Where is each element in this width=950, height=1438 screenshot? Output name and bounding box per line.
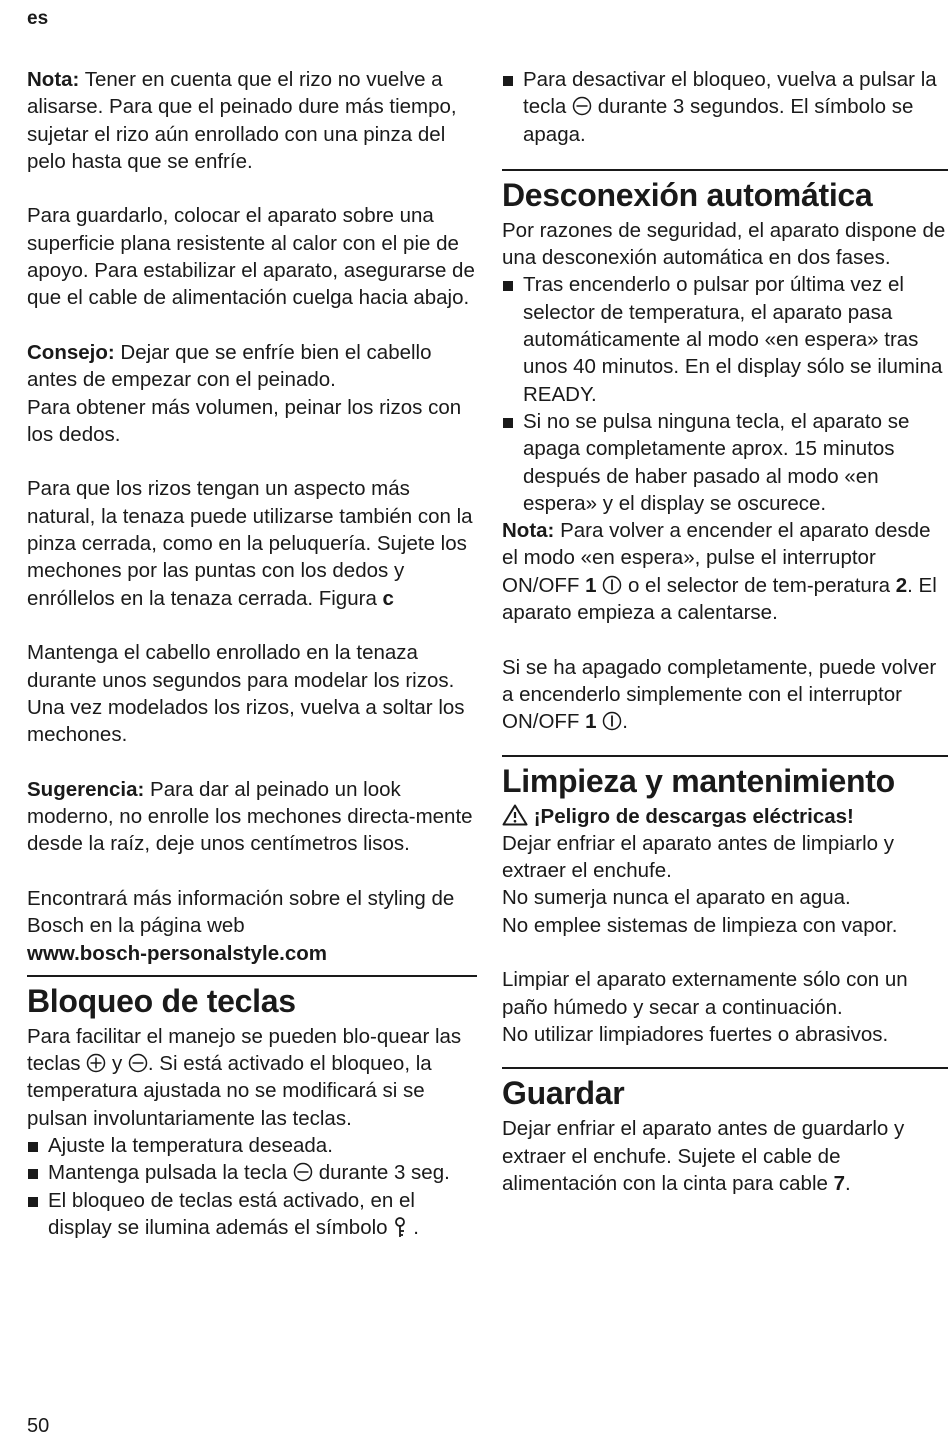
danger-warning: ¡Peligro de descargas eléctricas! bbox=[502, 803, 948, 830]
unlock-steps bbox=[502, 66, 948, 148]
key-lock-steps bbox=[27, 1132, 477, 1241]
power-icon bbox=[602, 575, 622, 595]
warning-triangle-icon bbox=[502, 804, 528, 826]
list-item: Tras encenderlo o pulsar por última vez el selector de temperatura, el aparato pasa automáticamente al modo «en espera» tras unos 40 minutos. En el display sólo se ilumina READY. bbox=[502, 271, 948, 407]
cleaning-text-2: Limpiar el aparato externamente sólo con un paño húmedo y secar a continuación. No utilizar limpiadores fuertes o abrasivos. bbox=[502, 968, 908, 1046]
key-icon bbox=[393, 1217, 413, 1237]
tip-paragraph: Consejo: Dejar que se enfríe bien el cabello antes de empezar con el peinado. Para obtener más volumen, peinar los rizos con los dedos. bbox=[27, 340, 462, 446]
language-code: es bbox=[27, 8, 49, 29]
right-column bbox=[502, 66, 948, 1197]
storage-paragraph: Para guardarlo, colocar el aparato sobre una superficie plana resistente al calor con el pie de apoyo. Para estabilizar el aparato, asegurarse de que el cable de alimentación cuelga hacia abajo. bbox=[27, 204, 475, 310]
auto-off-heading: Desconexión automática bbox=[502, 176, 873, 213]
website-url: www.bosch-personalstyle.com bbox=[27, 941, 327, 965]
auto-off-intro: Por razones de seguridad, el aparato dispone de una desconexión automática en dos fases. bbox=[502, 218, 946, 270]
fully-off-paragraph: Si se ha apagado completamente, puede volver a encenderlo simplemente con el interruptor ON/OFF 1 . bbox=[502, 655, 937, 734]
list-item: Ajuste la temperatura deseada. bbox=[27, 1132, 477, 1159]
natural-curls-paragraph: Para que los rizos tengan un aspecto más natural, la tenaza puede utilizarse también con la pinza cerrada, como en la peluquería. Sujete los mechones por las puntas con los dedos y enróllelos en la tenaza cerrada. Figura c bbox=[27, 477, 473, 610]
hold-hair-paragraph: Mantenga el cabello enrollado en la tenaza durante unos segundos para modelar los rizos. Una vez modelados los rizos, vuelva a soltar los mechones. bbox=[27, 641, 465, 747]
minus-key-icon bbox=[128, 1053, 148, 1073]
section-divider bbox=[502, 755, 948, 757]
note-paragraph: Nota: Tener en cuenta que el rizo no vuelve a alisarse. Para que el peinado dure más tiempo, sujetar el rizo aún enrollado con una pinza del pelo hasta que se enfríe. bbox=[27, 68, 457, 173]
section-divider bbox=[502, 169, 948, 171]
section-divider bbox=[27, 975, 477, 977]
storage-text: Dejar enfriar el aparato antes de guardarlo y extraer el enchufe. Sujete el cable de alimentación con la cinta para cable 7. bbox=[502, 1117, 905, 1195]
suggestion-paragraph: Sugerencia: Para dar al peinado un look moderno, no enrolle los mechones directa-mente desde la raíz, deje unos centímetros lisos. bbox=[27, 777, 473, 856]
minus-key-icon bbox=[572, 96, 592, 116]
plus-key-icon bbox=[86, 1053, 106, 1073]
storage-heading: Guardar bbox=[502, 1075, 625, 1112]
note-paragraph: Nota: Para volver a encender el aparato desde el modo «en espera», pulse el interruptor ON/OFF 1 o el selector de tem-peratura 2. El aparato empieza a calentarse. bbox=[502, 519, 937, 625]
minus-key-icon bbox=[293, 1162, 313, 1182]
cleaning-heading: Limpieza y mantenimiento bbox=[502, 762, 895, 799]
list-item: Si no se pulsa ninguna tecla, el aparato se apaga completamente aprox. 15 minutos después de haber pasado al modo «en espera» y el display se oscurece. bbox=[502, 408, 948, 517]
auto-off-steps bbox=[502, 271, 948, 517]
list-item: Para desactivar el bloqueo, vuelva a pulsar la tecla durante 3 segundos. El símbolo se apaga. bbox=[502, 66, 948, 148]
left-column bbox=[27, 66, 477, 1241]
key-lock-heading: Bloqueo de teclas bbox=[27, 982, 296, 1019]
cleaning-text: Dejar enfriar el aparato antes de limpiarlo y extraer el enchufe. No sumerja nunca el aparato en agua. No emplee sistemas de limpieza con vapor. bbox=[502, 831, 898, 937]
section-divider bbox=[502, 1067, 948, 1069]
more-info-paragraph: Encontrará más información sobre el styling de Bosch en la página web www.bosch-personalstyle.com bbox=[27, 886, 455, 965]
list-item: El bloqueo de teclas está activado, en el display se ilumina además el símbolo . bbox=[27, 1187, 477, 1242]
list-item: Mantenga pulsada la tecla durante 3 seg. bbox=[27, 1159, 477, 1186]
page-number: 50 bbox=[27, 1415, 50, 1437]
key-lock-intro: Para facilitar el manejo se pueden blo-quear las teclas y . Si está activado el bloqueo, la temperatura ajustada no se modificará si se pulsan involuntariamente las teclas. bbox=[27, 1024, 462, 1130]
power-icon bbox=[602, 711, 622, 731]
